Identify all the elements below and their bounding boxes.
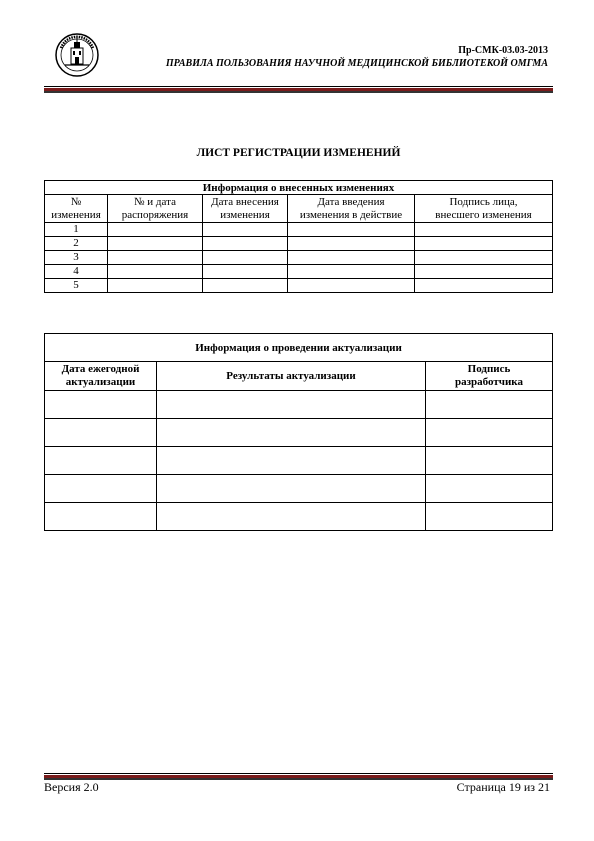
table-cell bbox=[45, 475, 157, 503]
table-cell bbox=[157, 447, 426, 475]
table-cell bbox=[157, 503, 426, 531]
table-cell bbox=[288, 223, 415, 237]
column-header-change-number: № изменения bbox=[45, 195, 108, 223]
header-divider bbox=[44, 86, 553, 93]
column-header-order: № и дата распоряжения bbox=[108, 195, 203, 223]
table-cell bbox=[288, 279, 415, 293]
table-cell bbox=[426, 391, 553, 419]
table-cell bbox=[157, 419, 426, 447]
table-cell bbox=[415, 265, 553, 279]
table-cell bbox=[426, 447, 553, 475]
table-row bbox=[45, 251, 553, 265]
table-cell bbox=[288, 265, 415, 279]
table-cell bbox=[45, 447, 157, 475]
row-number: 3 bbox=[45, 251, 108, 265]
document-header-title: ПРАВИЛА ПОЛЬЗОВАНИЯ НАУЧНОЙ МЕДИЦИНСКОЙ БИБЛИОТЕКОЙ ОМГМА bbox=[165, 58, 548, 69]
academy-emblem-icon bbox=[54, 32, 100, 78]
table-cell bbox=[288, 237, 415, 251]
table-row bbox=[45, 265, 553, 279]
table-cell bbox=[108, 279, 203, 293]
column-header-update-results: Результаты актуализации bbox=[157, 362, 426, 391]
table-cell bbox=[426, 503, 553, 531]
table-cell bbox=[426, 419, 553, 447]
column-header-annual-update-date: Дата ежегодной актуализации bbox=[45, 362, 157, 391]
table-cell bbox=[203, 237, 288, 251]
table-cell bbox=[157, 475, 426, 503]
table-cell bbox=[108, 237, 203, 251]
table-cell bbox=[203, 251, 288, 265]
column-header-developer-signature: Подпись разработчика bbox=[426, 362, 553, 391]
table-cell bbox=[415, 223, 553, 237]
row-number: 4 bbox=[45, 265, 108, 279]
table-row bbox=[45, 237, 553, 251]
table-row bbox=[45, 223, 553, 237]
table-cell bbox=[415, 237, 553, 251]
table-cell bbox=[45, 419, 157, 447]
page-number: Страница 19 из 21 bbox=[456, 780, 550, 794]
actualization-table bbox=[44, 333, 553, 531]
table-header-row bbox=[45, 195, 553, 223]
table-cell bbox=[426, 475, 553, 503]
changes-table-caption: Информация о внесенных изменениях bbox=[45, 181, 553, 195]
actualization-table-caption: Информация о проведении актуализации bbox=[45, 334, 553, 362]
table-caption-row bbox=[45, 334, 553, 362]
row-number: 1 bbox=[45, 223, 108, 237]
footer-divider bbox=[44, 773, 553, 780]
table-cell bbox=[203, 265, 288, 279]
table-cell bbox=[108, 265, 203, 279]
column-header-entry-date: Дата внесения изменения bbox=[203, 195, 288, 223]
column-header-signature: Подпись лица, внесшего изменения bbox=[415, 195, 553, 223]
table-cell bbox=[203, 279, 288, 293]
table-caption-row bbox=[45, 181, 553, 195]
table-row bbox=[45, 475, 553, 503]
row-number: 5 bbox=[45, 279, 108, 293]
table-cell bbox=[157, 391, 426, 419]
version-label: Версия 2.0 bbox=[44, 780, 99, 794]
table-cell bbox=[415, 279, 553, 293]
table-row bbox=[45, 419, 553, 447]
row-number: 2 bbox=[45, 237, 108, 251]
table-cell bbox=[45, 503, 157, 531]
column-header-effective-date: Дата введения изменения в действие bbox=[288, 195, 415, 223]
table-row bbox=[45, 447, 553, 475]
table-row bbox=[45, 391, 553, 419]
table-cell bbox=[108, 251, 203, 265]
table-row bbox=[45, 279, 553, 293]
changes-table bbox=[44, 180, 553, 293]
table-cell bbox=[108, 223, 203, 237]
table-cell bbox=[45, 391, 157, 419]
table-row bbox=[45, 503, 553, 531]
table-cell bbox=[203, 223, 288, 237]
page-title: ЛИСТ РЕГИСТРАЦИИ ИЗМЕНЕНИЙ bbox=[196, 147, 401, 159]
table-cell bbox=[288, 251, 415, 265]
document-code: Пр-СМК-03.03-2013 bbox=[458, 45, 548, 56]
table-header-row bbox=[45, 362, 553, 391]
table-cell bbox=[415, 251, 553, 265]
